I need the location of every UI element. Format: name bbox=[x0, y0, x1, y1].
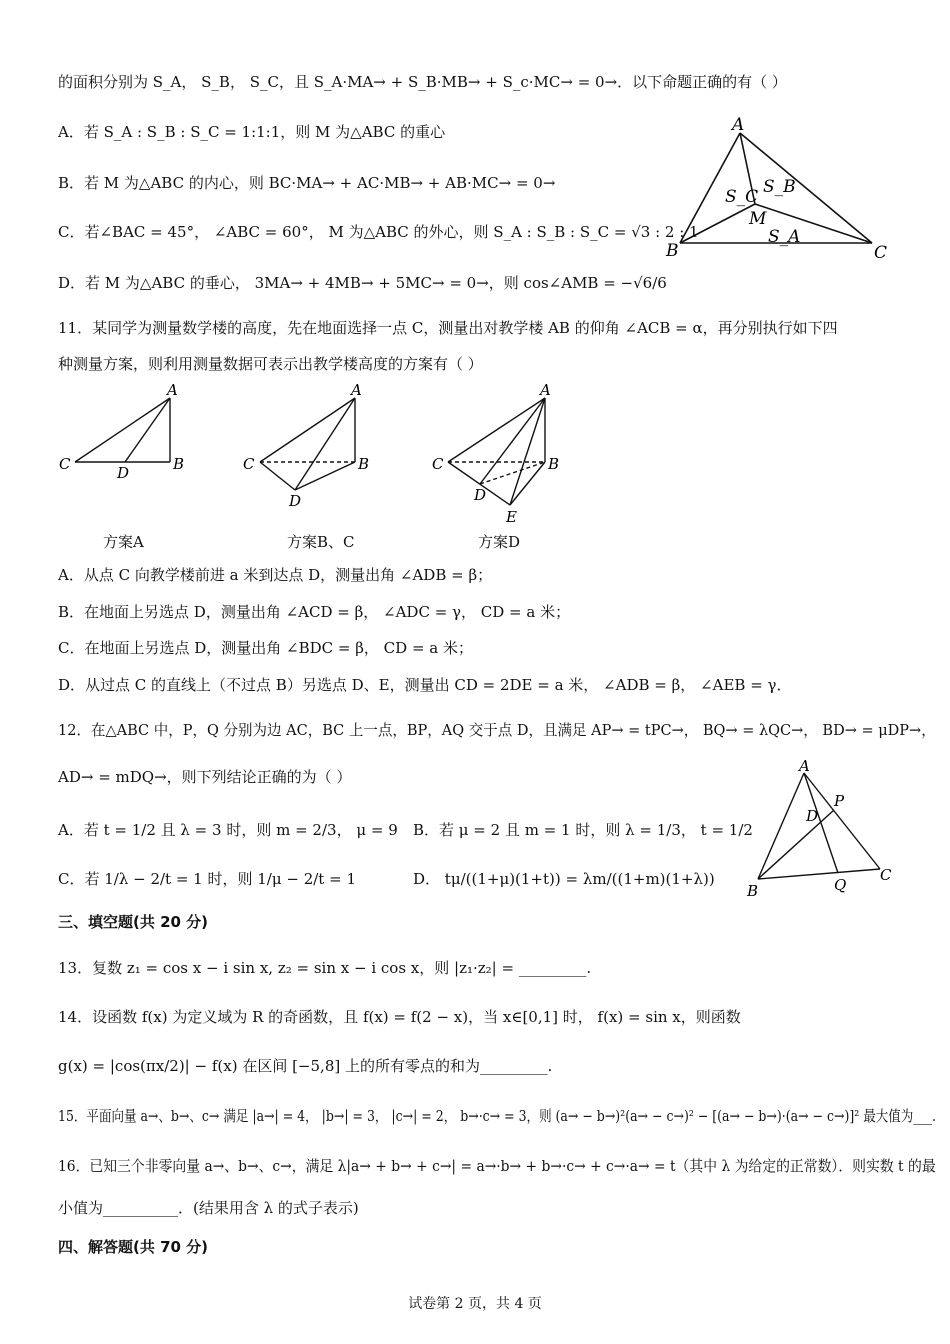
section-3-heading: 三、填空题(共 20 分) bbox=[58, 913, 209, 931]
fig2-a1-label-c: C bbox=[59, 455, 71, 473]
q11-option-d: D．从过点 C 的直线上（不过点 B）另选点 D、E，测量出 CD = 2DE = a 米， ∠ADB = β， ∠AEB = γ． bbox=[58, 676, 792, 694]
q11-option-c: C．在地面上另选点 D，测量出角 ∠BDC = β， CD = a 米； bbox=[58, 639, 473, 657]
q15: 15．平面向量 a→、b→、c→ 满足 |a→| = 4， |b→| = 3， |c→| = 2， b→·c→ = 3，则 (a→ − b→)²(a→ − c→)² − [(a→ − b→)·(a→ − c→)]² 最大值为___. bbox=[58, 1107, 937, 1125]
q10-option-d: D．若 M 为△ABC 的垂心， 3MA→ + 4MB→ + 5MC→ = 0→，则 cos∠AMB = −√6/6 bbox=[58, 274, 667, 292]
q16-line2: 小值为__________．(结果用含 λ 的式子表示) bbox=[58, 1199, 359, 1217]
q10-option-b: B．若 M 为△ABC 的内心，则 BC·MA→ + AC·MB→ + AB·MC→ = 0→ bbox=[58, 174, 556, 192]
page-footer: 试卷第 2 页，共 4 页 bbox=[408, 1296, 542, 1312]
fig2-bc-label-b: B bbox=[358, 455, 370, 473]
triangle-m-figure bbox=[660, 108, 900, 268]
fig1-label-m: M bbox=[749, 209, 767, 229]
q12-option-b: B．若 μ = 2 且 m = 1 时，则 λ = 1/3， t = 1/2 bbox=[413, 821, 753, 839]
fig3-label-a: A bbox=[799, 757, 810, 775]
fig2-d-label-a: A bbox=[540, 381, 551, 399]
fig2-bc-label-c: C bbox=[243, 455, 255, 473]
q11-line1: 11．某同学为测量数学楼的高度，先在地面选择一点 C，测量出对教学楼 AB 的仰角 ∠ACB = α，再分别执行如下四 bbox=[58, 319, 838, 337]
section-4-heading: 四、解答题(共 70 分) bbox=[58, 1238, 209, 1256]
fig1-label-sb: S_B bbox=[763, 177, 796, 197]
caption-scheme-a: 方案A bbox=[103, 533, 144, 551]
fig2-d-label-e: E bbox=[506, 508, 517, 526]
q12-option-c: C．若 1/λ − 2/t = 1 时，则 1/μ − 2/t = 1 bbox=[58, 870, 356, 888]
q16-line1: 16．已知三个非零向量 a→、b→、c→，满足 λ|a→ + b→ + c→| = a→·b→ + b→·c→ + c→·a→ = t（其中 λ 为给定的正常数）．则实数 t 的最 bbox=[58, 1157, 936, 1175]
q10-option-a: A．若 S_A : S_B : S_C = 1:1:1，则 M 为△ABC 的重心 bbox=[58, 123, 446, 141]
fig1-label-b: B bbox=[666, 241, 679, 261]
q11-option-b: B．在地面上另选点 D，测量出角 ∠ACD = β， ∠ADC = γ， CD = a 米； bbox=[58, 603, 571, 621]
q10-stem: 的面积分别为 S_A， S_B， S_C，且 S_A·MA→ + S_B·MB→ + S_c·MC→ = 0→．以下命题正确的有（ ） bbox=[58, 73, 787, 91]
q11-line2: 种测量方案，则利用测量数据可表示出教学楼高度的方案有（ ） bbox=[58, 355, 483, 373]
q13: 13．复数 z₁ = cos x − i sin x, z₂ = sin x − i cos x，则 |z₁·z₂| = _________. bbox=[58, 959, 592, 977]
measurement-schemes-figure bbox=[55, 380, 575, 530]
fig1-label-c: C bbox=[874, 243, 888, 263]
fig3-label-d: D bbox=[806, 807, 819, 825]
triangle-pq-figure bbox=[740, 755, 900, 905]
q10-option-c: C．若∠BAC = 45°， ∠ABC = 60°， M 为△ABC 的外心，则 S_A : S_B : S_C = √3 : 2 : 1 bbox=[58, 223, 699, 241]
q11-option-a: A．从点 C 向教学楼前进 a 米到达点 D，测量出角 ∠ADB = β； bbox=[58, 566, 493, 584]
q12-option-d: D． tμ/((1+μ)(1+t)) = λm/((1+m)(1+λ)) bbox=[413, 870, 715, 888]
fig2-d-label-b: B bbox=[548, 455, 560, 473]
fig2-a1-label-b: B bbox=[173, 455, 185, 473]
fig1-label-sa: S_A bbox=[768, 227, 801, 247]
q14-line2: g(x) = |cos(πx/2)| − f(x) 在区间 [−5,8] 上的所有零点的和为_________. bbox=[58, 1057, 553, 1075]
fig2-a1-label-d: D bbox=[117, 464, 130, 482]
q12-line1: 12．在△ABC 中，P，Q 分别为边 AC，BC 上一点，BP，AQ 交于点 D，且满足 AP→ = tPC→， BQ→ = λQC→， BD→ = μDP→， bbox=[58, 721, 936, 739]
fig3-label-p: P bbox=[834, 792, 845, 810]
fig3-label-q: Q bbox=[834, 876, 847, 894]
fig2-a1-label-a: A bbox=[167, 381, 178, 399]
q12-option-a: A．若 t = 1/2 且 λ = 3 时，则 m = 2/3， μ = 9 bbox=[58, 821, 398, 839]
fig2-d-label-c: C bbox=[432, 455, 444, 473]
fig3-label-c: C bbox=[880, 866, 892, 884]
caption-scheme-d: 方案D bbox=[478, 533, 521, 551]
fig1-label-sc: S_C bbox=[725, 187, 759, 207]
fig1-label-a: A bbox=[732, 115, 745, 135]
fig2-d-label-d: D bbox=[474, 486, 487, 504]
caption-scheme-bc: 方案B、C bbox=[287, 533, 355, 551]
fig3-label-b: B bbox=[747, 882, 759, 900]
q12-line2: AD→ = mDQ→，则下列结论正确的为（ ） bbox=[58, 768, 352, 786]
q14-line1: 14．设函数 f(x) 为定义域为 R 的奇函数，且 f(x) = f(2 − x)，当 x∈[0,1] 时， f(x) = sin x，则函数 bbox=[58, 1008, 741, 1026]
fig2-bc-label-d: D bbox=[289, 492, 302, 510]
fig2-bc-label-a: A bbox=[351, 381, 362, 399]
